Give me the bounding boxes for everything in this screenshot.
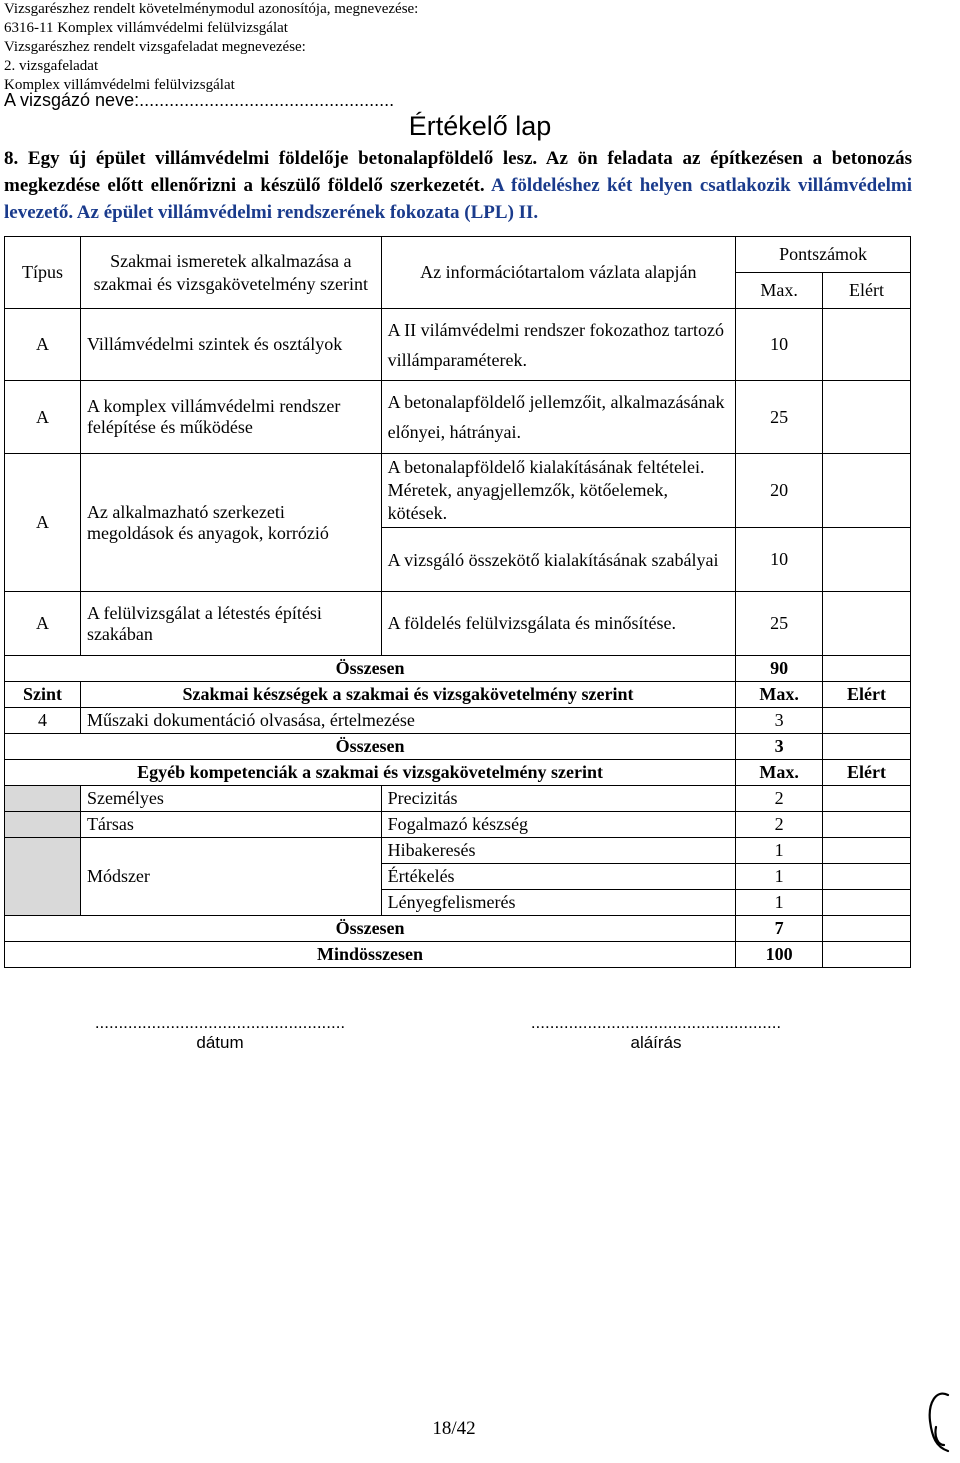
skills-header-row [5, 682, 911, 708]
handwritten-initial [922, 1387, 956, 1457]
header-line-1: Vizsgarészhez rendelt követelménymodul azonosítója, megnevezése: [4, 1, 419, 17]
row-topic: A komplex villámvédelmi rendszer felépítése és működése [80, 381, 381, 454]
subtotal-value: 3 [736, 734, 823, 760]
task-description [4, 145, 912, 226]
competence-header-row [5, 760, 911, 786]
grand-total-value: 100 [736, 942, 823, 968]
grand-total-row [5, 942, 911, 968]
competence-achieved[interactable] [823, 786, 911, 812]
skill-achieved[interactable] [823, 708, 911, 734]
row-achieved[interactable] [823, 381, 911, 454]
page-number: 18/42 [432, 1418, 476, 1439]
row-achieved[interactable] [823, 528, 911, 592]
row-max: 25 [736, 381, 823, 454]
table-row [5, 812, 911, 838]
row-achieved[interactable] [823, 454, 911, 528]
table-row [5, 309, 911, 381]
competence-achieved[interactable] [823, 838, 911, 864]
subtotal-achieved[interactable] [823, 656, 911, 682]
row-type: A [5, 381, 81, 454]
competence-max: 2 [736, 812, 823, 838]
table-row [5, 786, 911, 812]
col-header-max: Max. [736, 273, 823, 309]
row-topic: A felülvizsgálat a létestés építési szakában [80, 592, 381, 656]
row-type: A [5, 309, 81, 381]
header-line-2: 6316-11 Komplex villámvédelmi felülvizsgálat [4, 20, 288, 36]
competence-group: Módszer [80, 838, 381, 916]
skill-max: 3 [736, 708, 823, 734]
subtotal-label: Összesen [5, 734, 736, 760]
skill-level: 4 [5, 708, 81, 734]
skills-header-level: Szint [5, 682, 81, 708]
competence-achieved[interactable] [823, 864, 911, 890]
row-type: A [5, 454, 81, 592]
skills-header-title: Szakmai készségek a szakmai és vizsgakövetelmény szerint [80, 682, 735, 708]
row-topic: Az alkalmazható szerkezeti megoldások és anyagok, korrózió [80, 454, 381, 592]
competence-max: 1 [736, 864, 823, 890]
row-topic: Villámvédelmi szintek és osztályok [80, 309, 381, 381]
col-header-type: Típus [5, 237, 81, 309]
subtotal-value: 7 [736, 916, 823, 942]
grand-total-label: Mindösszesen [5, 942, 736, 968]
row-achieved[interactable] [823, 592, 911, 656]
skills-header-achieved: Elért [823, 682, 911, 708]
date-line: ..................................................... [94, 1013, 346, 1032]
task-text-part-1: 8. Egy új épület villámvédelmi földelője betonalapföldelő lesz. Az ön feladata az építkezésen a betonozás megkezdése előtt ellenőrizni a készülő földelő szerkezetét. [4, 148, 912, 196]
date-signature-block [88, 1013, 352, 1053]
table-row [5, 381, 911, 454]
competence-name: Precizitás [381, 786, 736, 812]
row-info: A betonalapföldelő jellemzőit, alkalmazásának előnyei, hátrányai. [381, 381, 736, 454]
row-info: A földelés felülvizsgálata és minősítése. [381, 592, 736, 656]
grand-total-achieved[interactable] [823, 942, 911, 968]
competence-header-title: Egyéb kompetenciák a szakmai és vizsgakövetelmény szerint [5, 760, 736, 786]
row-max: 25 [736, 592, 823, 656]
row-achieved[interactable] [823, 309, 911, 381]
table-row [5, 838, 911, 864]
evaluation-table [4, 236, 911, 968]
header-line-5: Komplex villámvédelmi felülvizsgálat [4, 77, 235, 93]
subtotal-achieved[interactable] [823, 734, 911, 760]
subtotal-achieved[interactable] [823, 916, 911, 942]
col-header-knowledge: Szakmai ismeretek alkalmazása a szakmai és vizsgakövetelmény szerint [80, 237, 381, 309]
subtotal-row [5, 916, 911, 942]
col-header-info: Az információtartalom vázlata alapján [381, 237, 736, 309]
competence-max: 2 [736, 786, 823, 812]
competence-achieved[interactable] [823, 812, 911, 838]
competence-max: 1 [736, 838, 823, 864]
table-row [5, 592, 911, 656]
col-header-points: Pontszámok [736, 237, 911, 273]
subtotal-value: 90 [736, 656, 823, 682]
competence-max: 1 [736, 890, 823, 916]
subtotal-row [5, 656, 911, 682]
empty-cell [5, 812, 81, 838]
competence-name: Hibakeresés [381, 838, 736, 864]
table-row [5, 708, 911, 734]
row-info: A II vilámvédelmi rendszer fokozathoz tartozó villámparaméterek. [381, 309, 736, 381]
table-row [5, 454, 911, 528]
row-max: 10 [736, 528, 823, 592]
competence-name: Értékelés [381, 864, 736, 890]
row-info: A vizsgáló összekötő kialakításának szabályai [381, 528, 736, 592]
row-info: A betonalapföldelő kialakításának feltételei. Méretek, anyagjellemzők, kötőelemek, kötések. [381, 454, 736, 528]
empty-cell [5, 786, 81, 812]
subtotal-label: Összesen [5, 656, 736, 682]
competence-name: Fogalmazó készség [381, 812, 736, 838]
competence-name: Lényegfelismerés [381, 890, 736, 916]
header-line-4: 2. vizsgafeladat [4, 58, 99, 74]
competence-header-achieved: Elért [823, 760, 911, 786]
empty-cell [5, 838, 81, 916]
sign-label: aláírás [630, 1033, 682, 1052]
row-max: 20 [736, 454, 823, 528]
competence-achieved[interactable] [823, 890, 911, 916]
sign-line: ..................................................... [530, 1013, 782, 1032]
document-header [4, 0, 418, 95]
sign-signature-block [524, 1013, 788, 1053]
subtotal-label: Összesen [5, 916, 736, 942]
skills-header-max: Max. [736, 682, 823, 708]
date-label: dátum [196, 1033, 244, 1052]
page-title: Értékelő lap [408, 111, 552, 141]
competence-group: Személyes [80, 786, 381, 812]
task-text-part-2: A földeléshez két helyen csatlakozik villámvédelmi levezető. Az épület villámvédelmi rendszerének fokozata (LPL) II. [4, 175, 913, 223]
competence-header-max: Max. [736, 760, 823, 786]
examinee-name-field: A vizsgázó neve:................................................... [4, 90, 395, 110]
competence-group: Társas [80, 812, 381, 838]
row-type: A [5, 592, 81, 656]
header-line-3: Vizsgarészhez rendelt vizsgafeladat megnevezése: [4, 39, 306, 55]
skill-name: Műszaki dokumentáció olvasása, értelmezése [80, 708, 735, 734]
row-max: 10 [736, 309, 823, 381]
col-header-achieved: Elért [823, 273, 911, 309]
subtotal-row [5, 734, 911, 760]
